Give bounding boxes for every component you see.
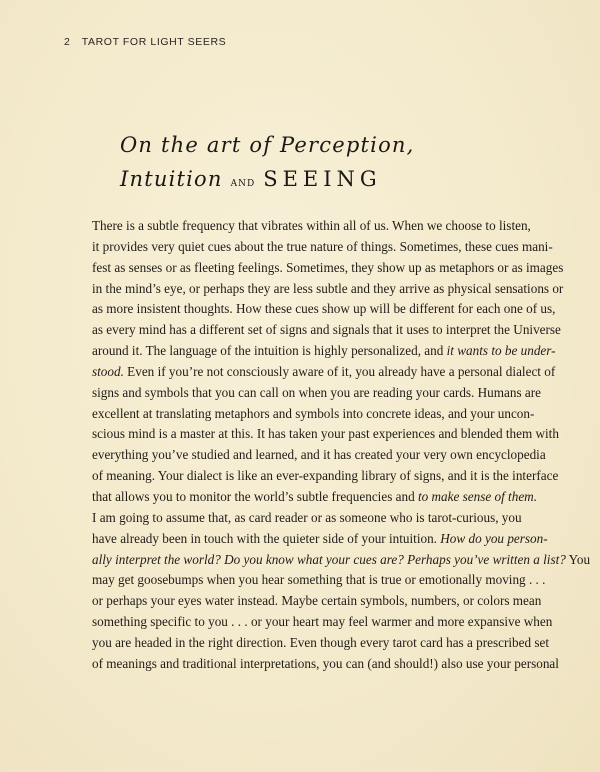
italic-span: it wants to be under-	[446, 343, 556, 359]
running-header	[64, 36, 226, 48]
text-line	[64, 404, 535, 425]
text-span: scious mind is a master at this. It has taken your past experiences and blended them with	[92, 426, 559, 442]
text-line	[64, 279, 564, 300]
text-line	[64, 612, 553, 633]
text-span: everything you’ve studied and learned, and it has created your very own encyclopedia	[92, 447, 546, 463]
paragraph	[64, 216, 564, 508]
chapter-title-line1: On the art of Perception,	[120, 133, 415, 157]
text-span: around it. The language of the intuition is highly personalized, and	[92, 343, 447, 359]
text-span: excellent at translating metaphors and symbols into concrete ideas, and your uncon-	[92, 405, 535, 421]
chapter-title-and: AND	[230, 179, 256, 189]
italic-span: How do you person-	[440, 530, 548, 546]
body-text	[64, 216, 591, 675]
text-span: There is a subtle frequency that vibrates within all of us. When we choose to listen,	[92, 218, 531, 233]
text-line	[64, 237, 553, 258]
text-line	[64, 529, 548, 550]
text-span: in the mind’s eye, or perhaps they are less subtle and they arrive as physical sensations or	[92, 280, 564, 296]
text-span: Even if you’re not consciously aware of it, you already have a personal dialect of	[123, 363, 556, 379]
text-span: fest as senses or as fleeting feelings. Sometimes, they show up as metaphors or as images	[92, 259, 564, 275]
text-span: something specific to you . . . or your heart may feel warmer and more expansive when	[92, 614, 553, 630]
text-line	[64, 299, 556, 320]
text-span: or perhaps your eyes water instead. Maybe certain symbols, numbers, or colors mean	[92, 593, 542, 609]
chapter-title-line2	[120, 162, 415, 201]
text-line	[64, 466, 559, 487]
text-span: as every mind has a different set of signs and signals that it uses to interpret the Universe	[92, 322, 561, 338]
text-span: signs and symbols that you can call on when you are reading your cards. Humans are	[92, 384, 541, 400]
text-span: that allows you to monitor the world’s subtle frequencies and	[92, 488, 418, 504]
text-span: you are headed in the right direction. Even though every tarot card has a prescribed set	[92, 634, 549, 650]
chapter-title-word-intuition: Intuition	[120, 167, 223, 191]
text-span: it provides very quiet cues about the true nature of things. Sometimes, these cues mani-	[92, 238, 553, 254]
text-line	[64, 362, 556, 383]
chapter-title	[120, 128, 415, 201]
text-line	[64, 550, 591, 571]
text-line	[64, 216, 531, 237]
running-title: TAROT FOR LIGHT SEERS	[81, 36, 227, 48]
paragraph	[64, 508, 591, 675]
text-line	[64, 591, 542, 612]
chapter-title-word-seeing: SEEING	[263, 167, 382, 191]
text-line	[64, 570, 546, 591]
text-line	[64, 445, 546, 466]
italic-span: to make sense of them.	[417, 488, 537, 504]
text-span: have already been in touch with the quieter side of your intuition.	[92, 530, 441, 546]
text-line	[64, 341, 556, 362]
text-span: of meanings and traditional interpretations, you can (and should!) also use your personal	[92, 655, 559, 671]
page-number: 2	[64, 36, 71, 48]
text-span: as more insistent thoughts. How these cues show up will be different for each one of us,	[92, 301, 556, 317]
text-span: may get goosebumps when you hear something that is true or emotionally moving . . .	[92, 572, 546, 588]
text-line	[64, 654, 559, 675]
text-line	[64, 487, 537, 508]
italic-span: ally interpret the world? Do you know what your cues are? Perhaps you’ve written a list?	[92, 551, 566, 567]
text-line	[64, 508, 522, 529]
text-line	[64, 424, 559, 445]
text-span: I am going to assume that, as card reader or as someone who is tarot-curious, you	[92, 509, 522, 525]
text-line	[64, 320, 561, 341]
text-span: You	[565, 551, 591, 567]
text-line	[64, 258, 564, 279]
text-line	[64, 383, 541, 404]
italic-span: stood.	[92, 363, 124, 379]
text-span: of meaning. Your dialect is like an ever-expanding library of signs, and it is the interface	[92, 468, 559, 484]
text-line	[64, 633, 549, 654]
